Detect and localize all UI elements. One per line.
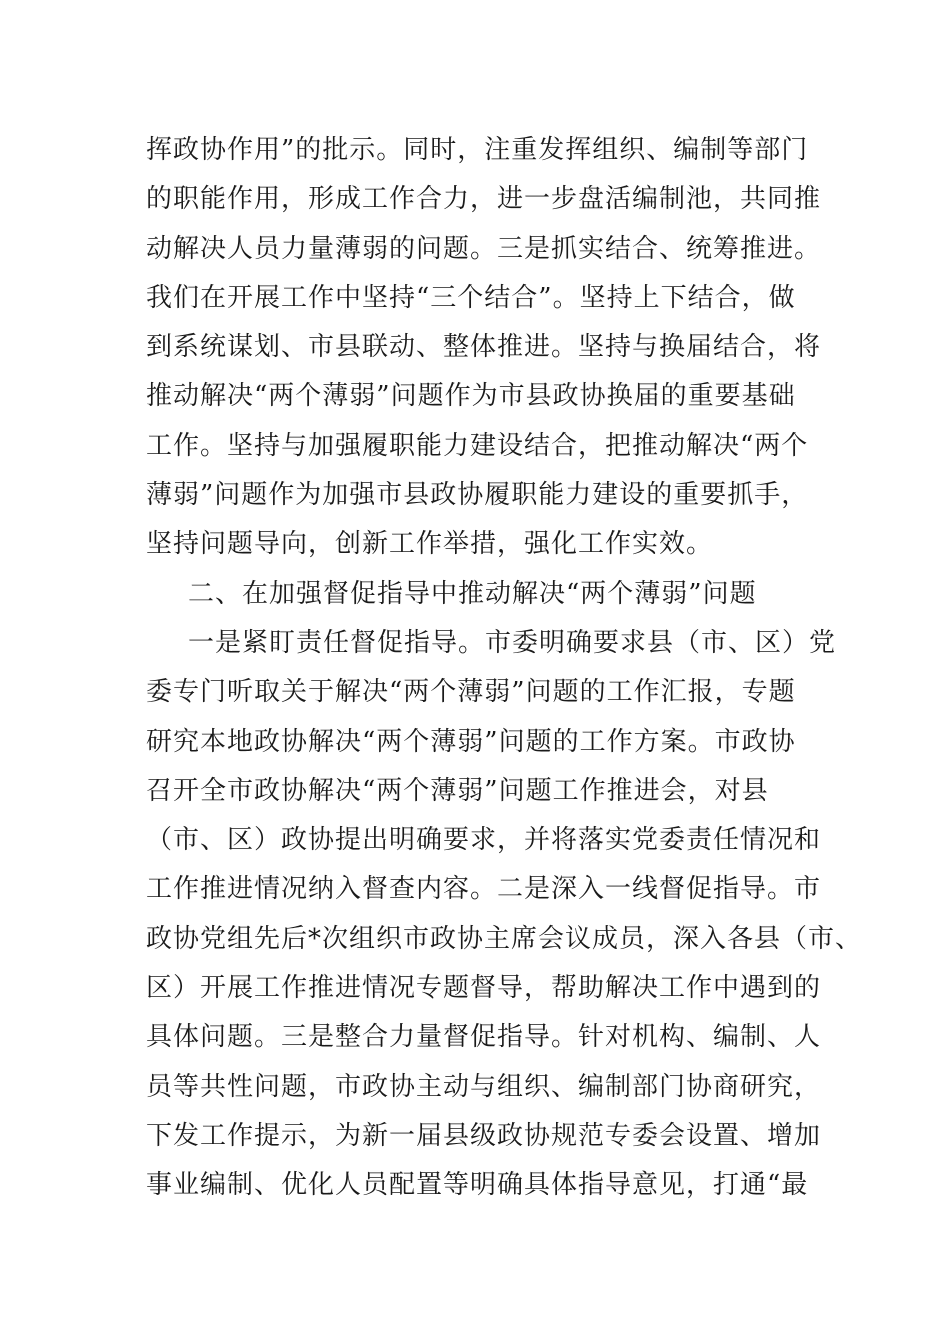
text-line: 的职能作用，形成工作合力，进一步盘活编制池，共同推 xyxy=(146,184,822,215)
text-line: 动解决人员力量薄弱的问题。三是抓实结合、统筹推进。 xyxy=(146,233,822,264)
text-line: 区）开展工作推进情况专题督导，帮助解决工作中遇到的 xyxy=(146,973,822,1004)
text-line: 工作。坚持与加强履职能力建设结合，把推动解决“两个 xyxy=(146,430,809,461)
paragraph-start-line: 一是紧盯责任督促指导。市委明确要求县（市、区）党 xyxy=(188,627,837,658)
text-line: 挥政协作用”的批示。同时，注重发挥组织、编制等部门 xyxy=(146,135,809,165)
text-line: 工作推进情况纳入督查内容。二是深入一线督促指导。市 xyxy=(146,874,822,905)
text-line: 召开全市政协解决“两个薄弱”问题工作推进会，对县 xyxy=(146,775,769,806)
text-line: 薄弱”问题作为加强市县政协履职能力建设的重要抓手， xyxy=(146,480,809,511)
text-line: 坚持问题导向，创新工作举措，强化工作实效。 xyxy=(146,529,714,560)
text-line: 我们在开展工作中坚持“三个结合”。坚持上下结合，做 xyxy=(146,282,796,313)
text-line: 研究本地政协解决“两个薄弱”问题的工作方案。市政协 xyxy=(146,726,796,757)
text-line: 员等共性问题，市政协主动与组织、编制部门协商研究， xyxy=(146,1071,822,1102)
text-line: 具体问题。三是整合力量督促指导。针对机构、编制、人 xyxy=(146,1022,822,1053)
text-line: 事业编制、优化人员配置等明确具体指导意见，打通“最 xyxy=(146,1170,809,1201)
text-line: 委专门听取关于解决“两个薄弱”问题的工作汇报，专题 xyxy=(146,677,796,708)
section-heading: 二、在加强督促指导中推动解决“两个薄弱”问题 xyxy=(188,578,757,609)
document-body xyxy=(146,126,863,1211)
text-line: 下发工作提示，为新一届县级政协规范专委会设置、增加 xyxy=(146,1120,822,1151)
text-line: 政协党组先后*次组织市政协主席会议成员，深入各县（市、 xyxy=(146,923,863,954)
text-line: （市、区）政协提出明确要求，并将落实党委责任情况和 xyxy=(146,825,822,856)
text-line: 推动解决“两个薄弱”问题作为市县政协换届的重要基础 xyxy=(146,381,796,412)
text-line: 到系统谋划、市县联动、整体推进。坚持与换届结合，将 xyxy=(146,332,822,363)
